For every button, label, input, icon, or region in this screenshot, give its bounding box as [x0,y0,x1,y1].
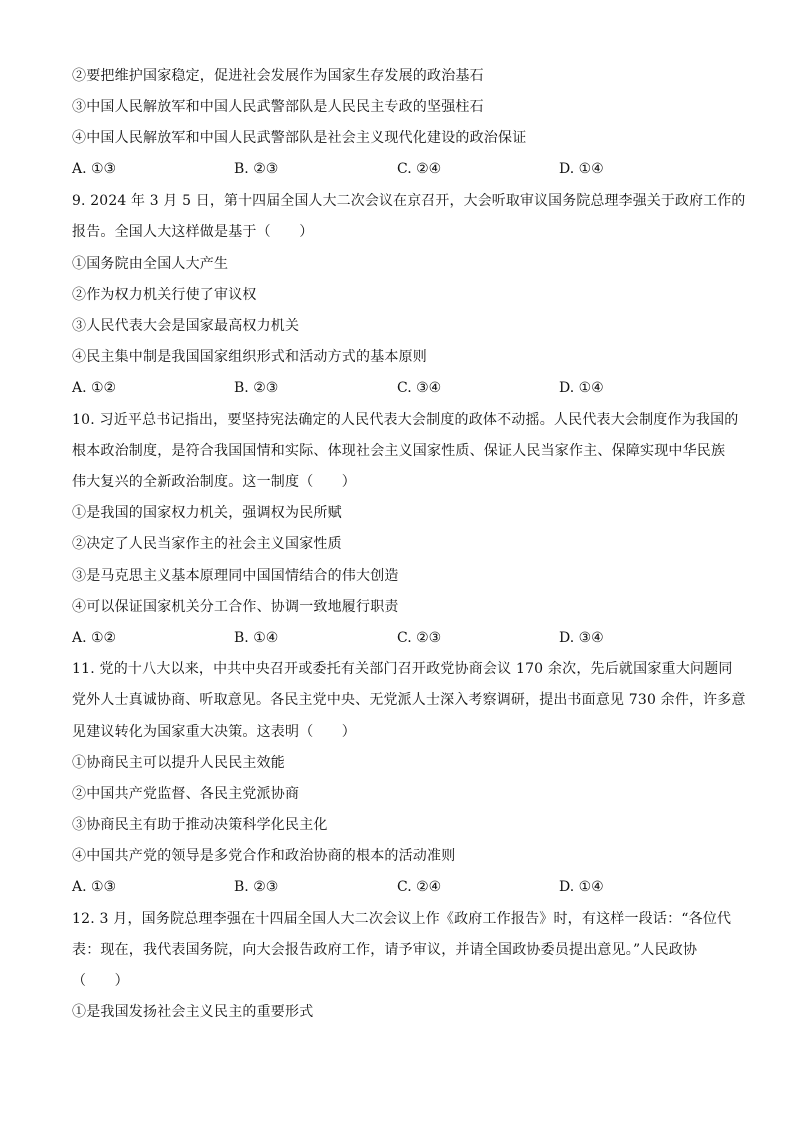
q12-item-1: ①是我国发扬社会主义民主的重要形式 [72,1004,314,1020]
q9-item-4: ④民主集中制是我国国家组织形式和活动方式的基本原则 [72,349,427,365]
q11-option-a: A. ①③ [72,879,117,895]
q8-option-b: B. ②③ [234,161,279,177]
q8-option-a: A. ①③ [72,161,117,177]
q8-item-4: ④中国人民解放军和中国人民武警部队是社会主义现代化建设的政治保证 [72,130,527,146]
q11-options [72,877,722,897]
q9-option-d: D. ①④ [559,380,604,396]
q8-item-3: ③中国人民解放军和中国人民武警部队是人民民主专政的坚强柱石 [72,99,484,115]
q11-stem-line-3: 见建议转化为国家重大决策。这表明（ ） [72,724,356,740]
q10-option-c: C. ②③ [397,630,442,646]
q10-item-4: ④可以保证国家机关分工合作、协调一致地履行职责 [72,599,399,615]
q10-option-a: A. ①② [72,630,117,646]
q10-stem-line-2: 根本政治制度，是符合我国国情和实际、体现社会主义国家性质、保证人民当家作主、保障实现中华民族 [72,443,726,459]
q8-options [72,159,722,179]
q11-item-3: ③协商民主有助于推动决策科学化民主化 [72,817,328,833]
q10-item-1: ①是我国的国家权力机关，强调权为民所赋 [72,505,342,521]
q9-item-2: ②作为权力机关行使了审议权 [72,287,257,303]
q11-item-2: ②中国共产党监督、各民主党派协商 [72,786,300,802]
q11-stem-line-2: 党外人士真诚协商、听取意见。各民主党中央、无党派人士深入考察调研，提出书面意见 730 余件，许多意 [72,692,746,708]
q12-stem-line-1: 12. 3 月，国务院总理李强在十四届全国人大二次会议上作《政府工作报告》时，有这样一段话：“各位代 [72,911,732,927]
q11-option-b: B. ②③ [234,879,279,895]
q9-stem-line-1: 9. 2024 年 3 月 5 日，第十四届全国人大二次会议在京召开，大会听取审议国务院总理李强关于政府工作的 [72,193,746,209]
q12-stem-line-3: （ ） [72,973,129,989]
q11-item-1: ①协商民主可以提升人民民主效能 [72,755,285,771]
q8-option-c: C. ②④ [397,161,442,177]
q10-option-d: D. ③④ [559,630,604,646]
q9-option-b: B. ②③ [234,380,279,396]
q12-stem-line-2: 表：现在，我代表国务院，向大会报告政府工作，请予审议，并请全国政协委员提出意见。”人民政协 [72,942,698,958]
q8-item-2: ②要把维护国家稳定，促进社会发展作为国家生存发展的政治基石 [72,68,484,84]
q9-item-3: ③人民代表大会是国家最高权力机关 [72,318,300,334]
q8-option-d: D. ①④ [559,161,604,177]
q10-option-b: B. ①④ [234,630,279,646]
q10-stem-line-1: 10. 习近平总书记指出，要坚持宪法确定的人民代表大会制度的政体不动摇。人民代表大会制度作为我国的 [72,412,739,428]
q9-stem-line-2: 报告。全国人大这样做是基于（ ） [72,224,314,240]
q9-option-a: A. ①② [72,380,117,396]
q10-item-2: ②决定了人民当家作主的社会主义国家性质 [72,536,342,552]
q9-options [72,378,722,398]
q9-item-1: ①国务院由全国人大产生 [72,256,229,272]
q11-option-d: D. ①④ [559,879,604,895]
q10-stem-line-3: 伟大复兴的全新政治制度。这一制度（ ） [72,474,356,490]
q10-options [72,628,722,648]
q10-item-3: ③是马克思主义基本原理同中国国情结合的伟大创造 [72,568,399,584]
q11-item-4: ④中国共产党的领导是多党合作和政治协商的根本的活动准则 [72,848,456,864]
q11-stem-line-1: 11. 党的十八大以来，中共中央召开或委托有关部门召开政党协商会议 170 余次，先后就国家重大问题同 [72,661,733,677]
q9-option-c: C. ③④ [397,380,442,396]
q11-option-c: C. ②④ [397,879,442,895]
